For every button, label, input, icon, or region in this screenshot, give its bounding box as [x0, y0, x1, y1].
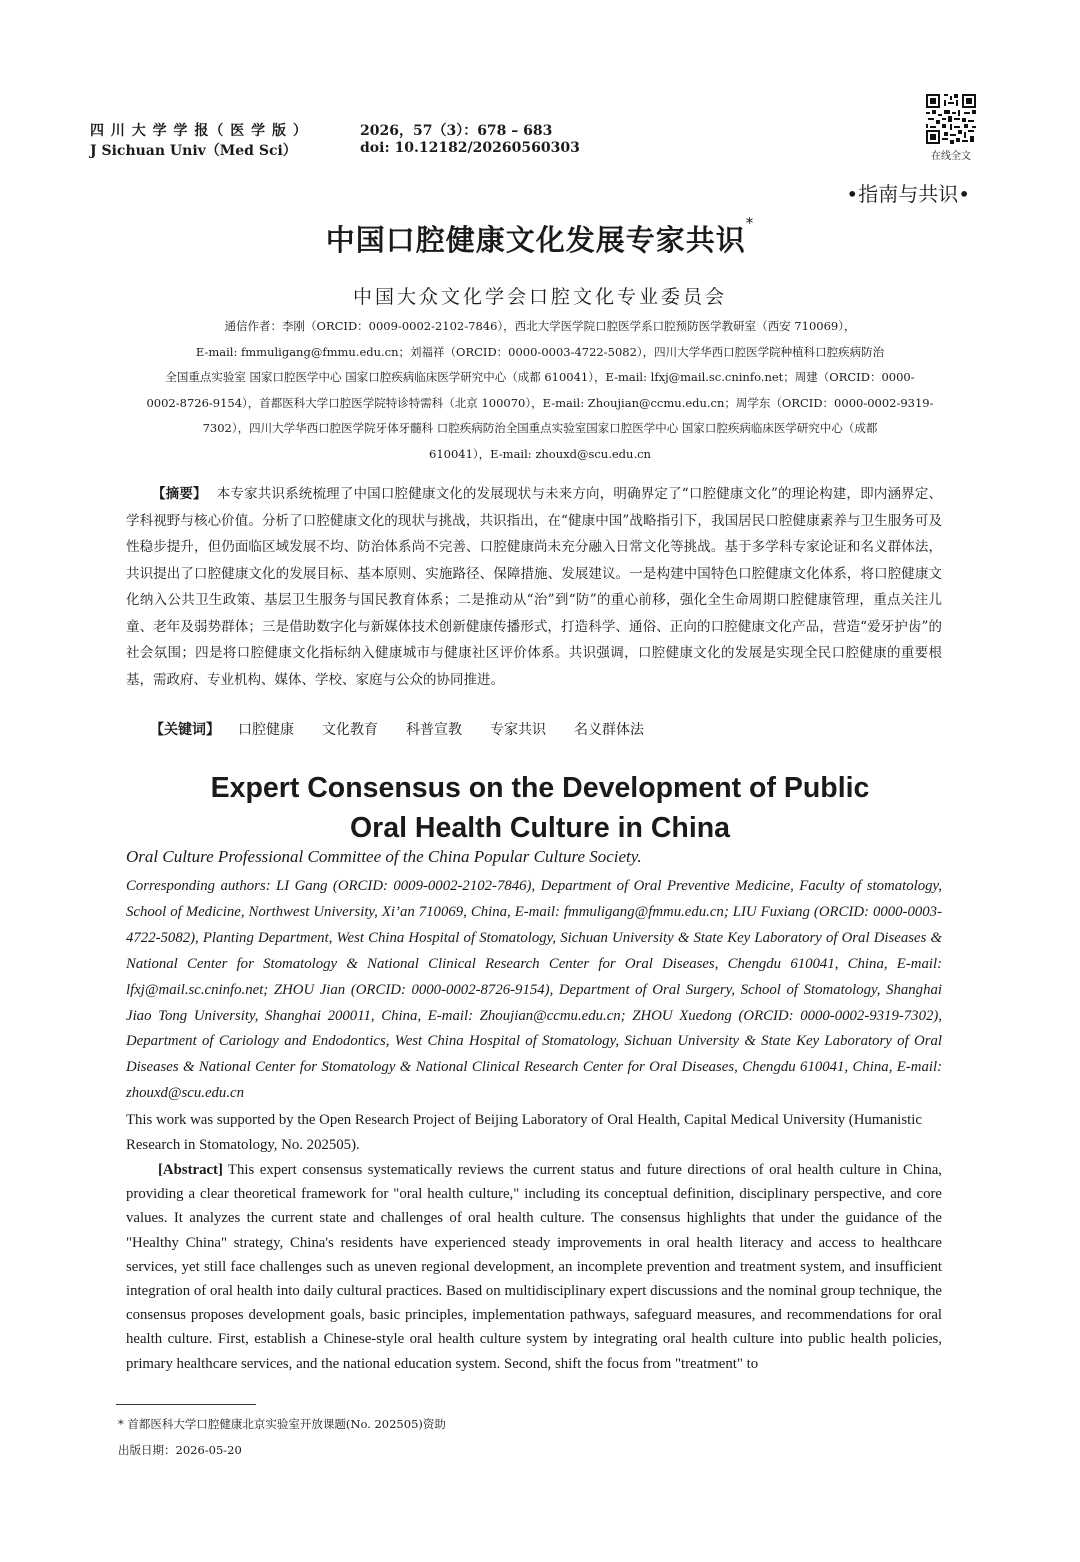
journal-name-cn: 四 川 大 学 学 报（ 医 学 版 ）	[90, 123, 308, 139]
en-author-org: Oral Culture Professional Committee of the China Popular Culture Society.	[126, 847, 642, 866]
cn-title-footnote-mark[interactable]: *	[745, 214, 755, 232]
en-funding: This work was supported by the Open Research Project of Beijing Laboratory of Oral Health, Capital Medical University (Humanistic Research in Stomatology, No. 202505).	[126, 1112, 922, 1153]
en-corresponding-authors: Corresponding authors: LI Gang (ORCID: 0009-0002-2102-7846), Department of Oral Preventive Medicine, Faculty of stomatology, School of Medicine, Northwest University, Xi’an 710069, China, E-mail: fmmuligang@fmmu.edu.cn; LIU Fuxiang (ORCID: 0000-0003-4722-5082), Planting Department, West China Hospital of Stomatology, Sichuan University & State Key Laboratory of Oral Diseases & National Center for Stomatology & National Clinical Research Center for Oral Diseases, Chengdu 610041, China, E-mail: lfxj@mail.sc.cninfo.net; ZHOU Jian (ORCID: 0000-0002-8726-9154), Department of Oral Surgery, School of Stomatology, Shanghai Jiao Tong University, Shanghai 200011, China, E-mail: Zhoujian@ccmu.edu.cn; ZHOU Xuedong (ORCID: 0000-0002-9319-7302), Department of Cariology and Endodontics, West China Hospital of Stomatology, Sichuan University & State Key Laboratory of Oral Diseases & National Center for Stomatology & National Clinical Research Center for Oral Diseases, Chengdu 610041, China, E-mail: zhouxd@scu.edu.cn	[126, 878, 942, 1102]
en-abstract-text: This expert consensus systematically reviews the current status and future directions of oral health culture in China, providing a clear theoretical framework for "oral health culture," including its conceptual definition, disciplinary perspective, and core values. It analyzes the current state and challenges of oral health culture. The consensus highlights that under the guidance of the "Healthy China" strategy, China's residents have experienced steady improvements in oral health literacy and access to healthcare services, yet still face challenges such as uneven regional development, an incomplete prevention and treatment system, and insufficient integration of oral health into daily cultural practices. Based on multidisciplinary expert discussions and the nominal group technique, the consensus proposes development goals, basic principles, implementation pathways, safeguard measures, and recommendations for oral health culture. First, establish a Chinese-style oral health culture system by integrating oral health culture into public health policies, primary healthcare services, and the national education system. Second, shift the focus from "treatment" to	[126, 1162, 942, 1372]
keyword: 口腔健康	[238, 722, 294, 738]
cn-author-org: 中国大众文化学会口腔文化专业委员会	[352, 286, 727, 308]
cn-corr-line: E-mail: fmmuligang@fmmu.edu.cn；刘福祥（ORCID：0000-0003-4722-5082），四川大学华西口腔医学院种植科口腔疾病防治	[195, 344, 885, 359]
journal-volume: 2026，57（3）：678 – 683	[360, 123, 553, 139]
cn-title: 中国口腔健康文化发展专家共识*	[325, 214, 755, 257]
keyword: 名义群体法	[574, 722, 644, 738]
footnote-divider	[116, 1404, 256, 1405]
journal-name-en: J Sichuan Univ（Med Sci）	[90, 143, 297, 159]
cn-abstract-text: 本专家共识系统梳理了中国口腔健康文化的发展现状与未来方向，明确界定了“口腔健康文化”的理论构建，即内涵界定、学科视野与核心价值。分析了口腔健康文化的现状与挑战，共识指出，在“健康中国”战略指引下，我国居民口腔健康素养与卫生服务可及性稳步提升，但仍面临区域发展不均、防治体系尚不完善、口腔健康尚未充分融入日常文化等挑战。基于多学科专家论证和名义群体法，共识提出了口腔健康文化的发展目标、基本原则、实施路径、保障措施、发展建议。一是构建中国特色口腔健康文化体系，将口腔健康文化纳入公共卫生政策、基层卫生服务与国民教育体系；二是推动从“治”到“防”的重心前移，强化全生命周期口腔健康管理，重点关注儿童、老年及弱势群体；三是借助数字化与新媒体技术创新健康传播形式，打造科学、通俗、正向的口腔健康文化产品，营造“爱牙护齿”的社会氛围；四是将口腔健康文化指标纳入健康城市与健康社区评价体系。共识强调，口腔健康文化的发展是实现全民口腔健康的重要根基，需政府、专业机构、媒体、学校、家庭与公众的协同推进。	[126, 486, 942, 688]
en-title-line: Oral Health Culture in China	[349, 812, 731, 844]
cn-corr-line: 7302），四川大学华西口腔医学院牙体牙髓科 口腔疾病防治全国重点实验室国家口腔医学中心 国家口腔疾病临床医学研究中心（成都	[202, 421, 878, 435]
en-title	[0, 768, 1080, 848]
cn-corresponding-authors	[128, 314, 952, 467]
publication-date: 出版日期：2026-05-20	[118, 1443, 242, 1457]
keyword: 专家共识	[490, 722, 546, 738]
cn-abstract	[126, 481, 942, 693]
keyword: 文化教育	[322, 722, 378, 738]
cn-corr-line: 0002-8726-9154），首都医科大学口腔医学院特诊特需科（北京 100070），E-mail: Zhoujian@ccmu.edu.cn；周学东（ORCID：0000-0002-9319-	[146, 395, 934, 410]
section-label: •指南与共识•	[846, 182, 970, 206]
cn-corr-line: 610041），E-mail: zhouxd@scu.edu.cn	[429, 446, 651, 461]
keyword: 科普宣教	[406, 722, 462, 738]
qr-code-icon[interactable]	[926, 94, 976, 144]
cn-keywords	[150, 717, 644, 743]
cn-abstract-label: 【摘要】	[152, 486, 207, 502]
footnote-funding: * 首都医科大学口腔健康北京实验室开放课题(No. 202505)资助	[118, 1417, 446, 1431]
en-title-line: Expert Consensus on the Development of Public	[210, 772, 870, 804]
en-abstract	[126, 1158, 942, 1376]
qr-caption: 在线全文	[931, 151, 971, 162]
cn-corr-line: 全国重点实验室 国家口腔医学中心 国家口腔疾病临床医学研究中心（成都 610041），E-mail: lfxj@mail.sc.cninfo.net；周建（ORCID：0000-	[165, 370, 915, 384]
cn-corr-line: 通信作者：李刚（ORCID：0009-0002-2102-7846），西北大学医学院口腔医学系口腔预防医学教研室（西安 710069），	[224, 319, 856, 333]
journal-doi[interactable]: doi: 10.12182/20260560303	[360, 140, 580, 156]
en-abstract-label: [Abstract]	[158, 1162, 223, 1178]
cn-keywords-label: 【关键词】	[150, 722, 220, 738]
